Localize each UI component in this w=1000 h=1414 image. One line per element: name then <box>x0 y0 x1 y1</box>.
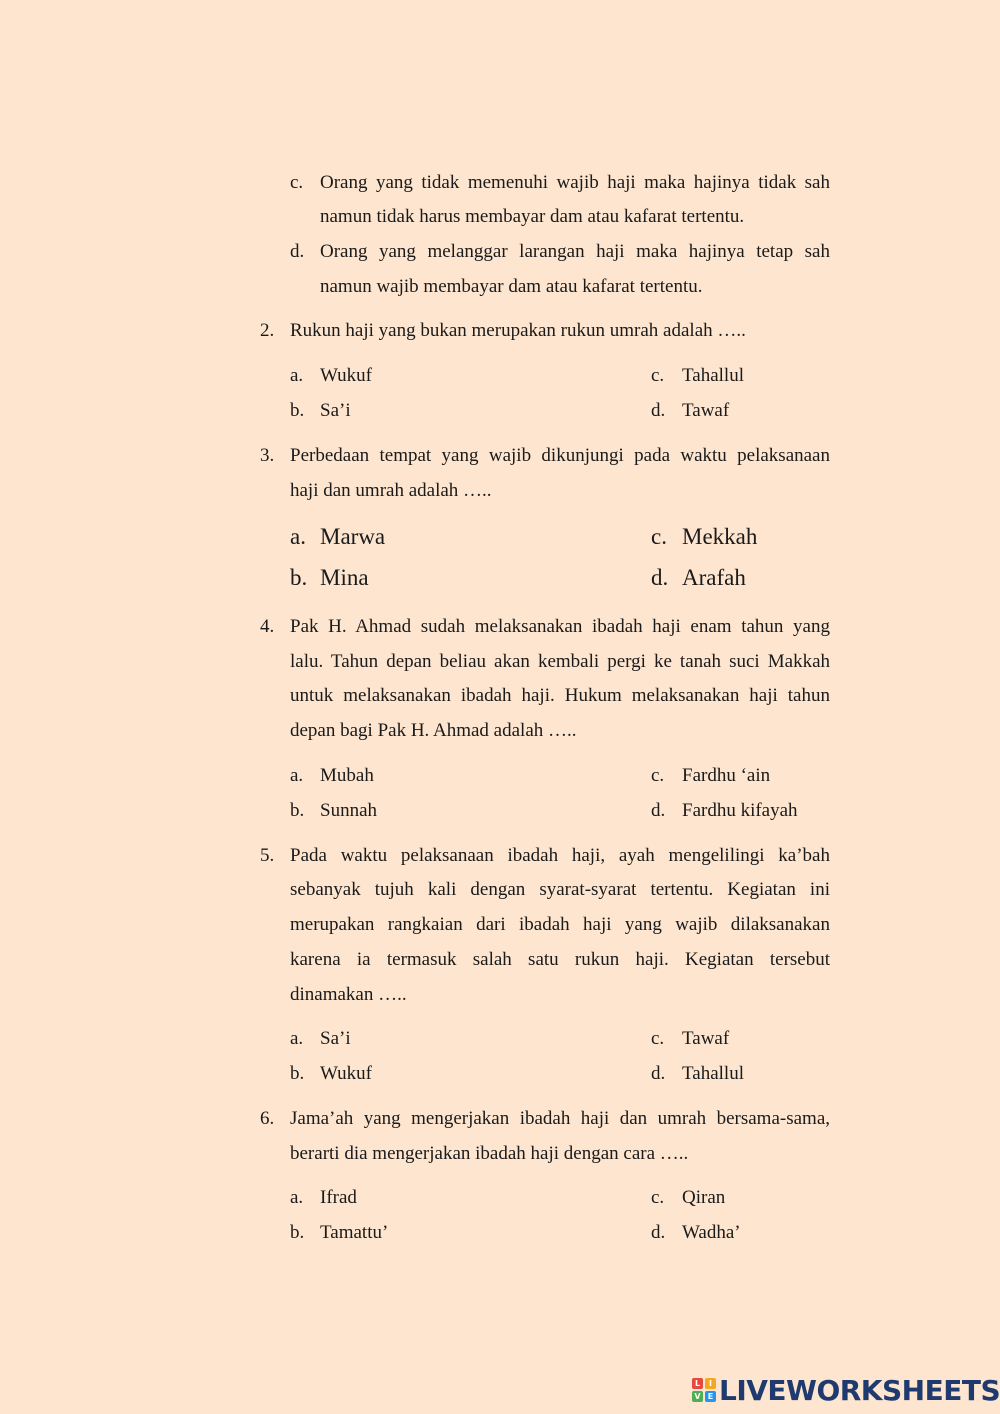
q5-text-line5: dinamakan ….. <box>290 984 407 1005</box>
q3-option-a[interactable]: Marwa <box>320 524 386 549</box>
q6-number: 6. <box>260 1108 275 1129</box>
q4-option-c[interactable]: Fardhu ‘ain <box>682 765 771 786</box>
q4-text-line3: untuk melaksanakan ibadah haji. Hukum melaksanakan haji tahun <box>290 685 830 706</box>
q3-option-c-letter: c. <box>651 524 667 549</box>
q6-text-line2: berarti dia mengerjakan ibadah haji dengan cara ….. <box>290 1143 689 1164</box>
q2-option-c[interactable]: Tahallul <box>682 365 744 386</box>
q6-option-b-letter: b. <box>290 1222 305 1243</box>
q5-text-line4: karena ia termasuk salah satu rukun haji. Kegiatan tersebut <box>290 949 830 970</box>
q2-option-a[interactable]: Wukuf <box>320 365 372 386</box>
q1-option-d-letter: d. <box>290 241 305 262</box>
q3-option-b-letter: b. <box>290 565 308 590</box>
q3-number: 3. <box>260 445 275 466</box>
q6-option-d-letter: d. <box>651 1222 666 1243</box>
q3-text-line1: Perbedaan tempat yang wajib dikunjungi pada waktu pelaksanaan <box>290 445 830 466</box>
q3-option-a-letter: a. <box>290 524 306 549</box>
q1-option-c-line2: namun tidak harus membayar dam atau kafarat tertentu. <box>320 206 745 227</box>
q6-option-d[interactable]: Wadha’ <box>682 1222 741 1243</box>
q2-number: 2. <box>260 320 275 341</box>
q2-option-c-letter: c. <box>651 365 665 386</box>
q4-option-a[interactable]: Mubah <box>320 765 374 786</box>
q5-option-a[interactable]: Sa’i <box>320 1028 351 1049</box>
q6-text-line1: Jama’ah yang mengerjakan ibadah haji dan umrah bersama-sama, <box>290 1108 830 1129</box>
q2-option-a-letter: a. <box>290 365 304 386</box>
q3-option-d-letter: d. <box>651 565 669 590</box>
logo-tile-e: E <box>705 1391 716 1402</box>
logo-tile-l: L <box>692 1378 703 1389</box>
q5-text-line1: Pada waktu pelaksanaan ibadah haji, ayah mengelilingi ka’bah <box>290 845 830 866</box>
logo-text: LIVEWORKSHEETS <box>719 1373 1000 1407</box>
q5-option-a-letter: a. <box>290 1028 304 1049</box>
q2-text-line1: Rukun haji yang bukan merupakan rukun umrah adalah ….. <box>290 320 746 341</box>
q5-text-line2: sebanyak tujuh kali dengan syarat-syarat tertentu. Kegiatan ini <box>290 879 830 900</box>
q5-option-d[interactable]: Tahallul <box>682 1063 744 1084</box>
q4-option-b-letter: b. <box>290 800 305 821</box>
q4-option-b[interactable]: Sunnah <box>320 800 377 821</box>
q3-option-d[interactable]: Arafah <box>682 565 746 590</box>
q5-option-c[interactable]: Tawaf <box>682 1028 730 1049</box>
q3-option-c[interactable]: Mekkah <box>682 524 758 549</box>
logo-tile-v: V <box>692 1391 703 1402</box>
q6-option-c-letter: c. <box>651 1187 665 1208</box>
q5-option-c-letter: c. <box>651 1028 665 1049</box>
q6-option-b[interactable]: Tamattu’ <box>320 1222 389 1243</box>
q4-number: 4. <box>260 616 275 637</box>
q4-option-a-letter: a. <box>290 765 304 786</box>
q5-number: 5. <box>260 845 275 866</box>
q4-option-d-letter: d. <box>651 800 666 821</box>
q1-option-c-line1: Orang yang tidak memenuhi wajib haji maka hajinya tidak sah <box>320 172 830 193</box>
q6-option-a-letter: a. <box>290 1187 304 1208</box>
q2-option-d-letter: d. <box>651 400 666 421</box>
q3-option-b[interactable]: Mina <box>320 565 369 590</box>
q4-text-line1: Pak H. Ahmad sudah melaksanakan ibadah haji enam tahun yang <box>290 616 830 637</box>
q5-text-line3: merupakan rangkaian dari ibadah haji yang wajib dilaksanakan <box>290 914 830 935</box>
q4-option-d[interactable]: Fardhu kifayah <box>682 800 798 821</box>
q4-text-line4: depan bagi Pak H. Ahmad adalah ….. <box>290 720 577 741</box>
q2-option-d[interactable]: Tawaf <box>682 400 730 421</box>
logo-tile-i: I <box>705 1378 716 1389</box>
q5-option-d-letter: d. <box>651 1063 666 1084</box>
q1-option-d-line1: Orang yang melanggar larangan haji maka hajinya tetap sah <box>320 241 830 262</box>
q6-option-c[interactable]: Qiran <box>682 1187 726 1208</box>
q4-option-c-letter: c. <box>651 765 665 786</box>
q3-text-line2: haji dan umrah adalah ….. <box>290 480 492 501</box>
liveworksheets-logo-icon <box>692 1378 716 1402</box>
q1-option-c-letter: c. <box>290 172 304 193</box>
q1-option-d-line2: namun wajib membayar dam atau kafarat tertentu. <box>320 276 703 297</box>
q5-option-b-letter: b. <box>290 1063 305 1084</box>
q2-option-b[interactable]: Sa’i <box>320 400 351 421</box>
q6-option-a[interactable]: Ifrad <box>320 1187 357 1208</box>
q5-option-b[interactable]: Wukuf <box>320 1063 372 1084</box>
q4-text-line2: lalu. Tahun depan beliau akan kembali pergi ke tanah suci Makkah <box>290 651 830 672</box>
liveworksheets-logo[interactable] <box>692 1374 1000 1406</box>
q2-option-b-letter: b. <box>290 400 305 421</box>
